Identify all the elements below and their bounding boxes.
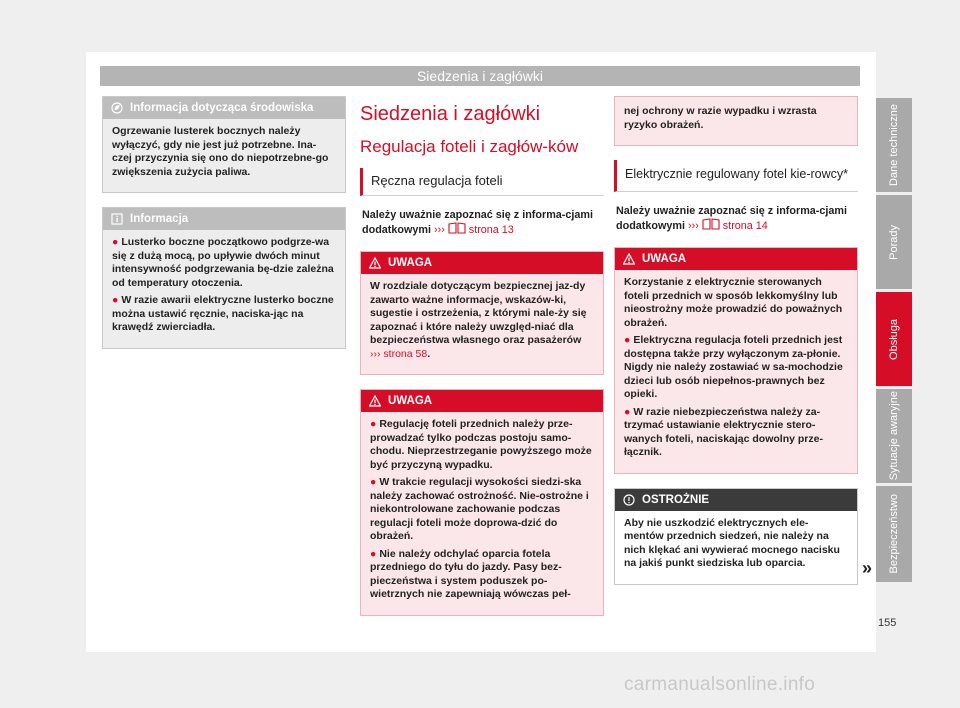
- reference-arrows: ›››: [434, 224, 445, 236]
- warning-bullet: ● Regulację foteli przednich należy prze-prowadzać tylko podczas postoju samo-chodu. Nieprzestrzeganie powyższego może być przyczyną wypadku.: [370, 418, 592, 471]
- environment-info-text: Ogrzewanie lusterek bocznych należy wyłączyć, gdy nie jest już potrzebne. Ina-czej przyczynia się ono do niepotrzebne-go zwiększenia zużycia paliwa.: [112, 125, 329, 178]
- warning-text: Korzystanie z elektrycznie sterowanych foteli przednich w sposób lekkomyślny lub nieostrożny może prowadzić do poważnych obrażeń.: [624, 276, 843, 329]
- warning-header: [361, 390, 603, 412]
- information-header: [103, 208, 345, 230]
- bullet-icon: ●: [112, 294, 119, 306]
- page-number: 155: [878, 617, 897, 629]
- book-icon: [702, 218, 720, 230]
- warning-bullet: ● Elektryczna regulacja foteli przednich jest dostępna także przy wyłączonym za-płonie. Nigdy nie należy zostawiać w sa-mochodzie dzieci lub osób niepełnos-prawnych bez opieki.: [624, 334, 843, 400]
- bullet-icon: ●: [624, 334, 631, 346]
- caution-header: [615, 489, 857, 511]
- tab-dane-techniczne[interactable]: Dane techniczne: [876, 98, 912, 192]
- information-title: Informacja: [130, 213, 189, 225]
- intro-paragraph: Należy uważnie zapoznać się z informa-cjami dodatkowymi ››› strona 13: [362, 209, 594, 236]
- bullet-icon: ●: [370, 547, 377, 560]
- column-middle: [360, 96, 604, 630]
- continue-arrow-icon: »: [862, 558, 873, 578]
- bullet-icon: ●: [624, 405, 631, 418]
- reference-arrows: ›››: [370, 347, 381, 360]
- tab-obsluga[interactable]: Obsługa: [876, 292, 912, 386]
- caution-box: [614, 488, 858, 585]
- exclamation-circle-icon: [623, 494, 635, 506]
- page-link[interactable]: strona 14: [722, 220, 768, 232]
- section-title: Regulacja foteli i zagłów-ków: [360, 137, 579, 156]
- page-link[interactable]: strona 58: [383, 347, 428, 360]
- information-body: [103, 230, 345, 348]
- warning-triangle-icon: [369, 257, 381, 269]
- bullet-icon: ●: [370, 418, 377, 430]
- warning-box: [360, 251, 604, 375]
- warning-body: [615, 270, 857, 473]
- warning-text: W rozdziale dotyczącym bezpiecznej jaz-dy zawarto ważne informacje, wskazów-ki, sugestie i ostrzeżenia, z którymi nale-ży się zapoznać i które należy uwzględ-niać dla bezpieczeństwa własnego oraz pasażerów ››› strona 58.: [370, 280, 587, 360]
- bullet-icon: ●: [370, 476, 377, 488]
- caution-title: OSTROŻNIE: [642, 493, 710, 506]
- warning-header: [361, 252, 603, 274]
- book-icon: [448, 222, 466, 234]
- reference-arrows: ›››: [688, 220, 699, 232]
- warning-triangle-icon: [369, 395, 381, 407]
- watermark: carmanualsonline.info: [624, 674, 816, 695]
- leaf-icon: [111, 102, 123, 114]
- warning-continued-text: nej ochrony w razie wypadku i wzrasta ryzyko obrażeń.: [624, 105, 817, 131]
- warning-bullet: ● W trakcie regulacji wysokości siedzi-ska należy zachować ostrożność. Nie-ostrożne i niekontrolowane zachowanie podczas regulacji foteli może doprowa-dzić do obrażeń.: [370, 476, 589, 542]
- intro-paragraph: Należy uważnie zapoznać się z informa-cjami dodatkowymi ››› strona 14: [616, 205, 848, 232]
- subsection-title: Ręczna regulacja foteli: [360, 168, 604, 196]
- tab-sytuacje-awaryjne[interactable]: Sytuacje awaryjne: [876, 389, 912, 483]
- environment-info-header: [103, 97, 345, 119]
- page-header: Siedzenia i zagłówki: [100, 66, 860, 86]
- bullet-icon: ●: [112, 236, 119, 248]
- warning-triangle-icon: [623, 253, 635, 265]
- environment-info-box: [102, 96, 346, 193]
- information-bullet: ● W razie awarii elektryczne lusterko boczne można ustawić ręcznie, naciska-jąc na krawędź zwierciadła.: [112, 294, 334, 333]
- info-icon: [111, 213, 123, 225]
- information-box: [102, 207, 346, 349]
- chapter-tabs: [876, 98, 912, 585]
- environment-info-title: Informacja dotycząca środowiska: [130, 102, 314, 114]
- warning-box: [360, 389, 604, 616]
- information-bullet: ● Lusterko boczne początkowo podgrze-wa się z dużą mocą, po upływie dwóch minut intensywność podgrzewania bę-dzie zależna od temperatury otoczenia.: [112, 236, 334, 289]
- caution-body: [615, 511, 857, 584]
- column-left: [102, 96, 346, 363]
- warning-title: UWAGA: [388, 257, 433, 269]
- warning-continued-body: [615, 97, 857, 145]
- warning-bullet: ● Nie należy odchylać oparcia fotela przedniego do tyłu do jazdy. Pasy bez-pieczeństwa i system poduszek po-wietrznych nie zapewniają wówczas peł-: [370, 547, 571, 600]
- tab-bezpieczenstwo[interactable]: Bezpieczeństwo: [876, 486, 912, 582]
- warning-body: [361, 274, 603, 374]
- warning-header: [615, 248, 857, 270]
- subsection-title: Elektrycznie regulowany fotel kie-rowcy*: [614, 160, 858, 192]
- warning-box: [614, 247, 858, 474]
- page-link[interactable]: strona 13: [468, 224, 514, 236]
- warning-title: UWAGA: [388, 395, 433, 407]
- chapter-title: Siedzenia i zagłówki: [360, 103, 541, 125]
- warning-title: UWAGA: [642, 253, 687, 265]
- tab-porady[interactable]: Porady: [876, 195, 912, 289]
- column-right: [614, 96, 858, 599]
- environment-info-body: [103, 119, 345, 192]
- warning-bullet: ● W razie niebezpieczeństwa należy za-trzymać ustawianie elektrycznie stero-wanych foteli, naciskając dowolny prze-łącznik.: [624, 405, 823, 458]
- warning-body: [361, 412, 603, 615]
- caution-text: Aby nie uszkodzić elektrycznych ele-mentów przednich siedzeń, nie należy na nich klękać ani wywierać mocnego nacisku na jakiś punkt siedziska lub oparcia.: [624, 516, 840, 569]
- warning-continued-box: [614, 96, 858, 146]
